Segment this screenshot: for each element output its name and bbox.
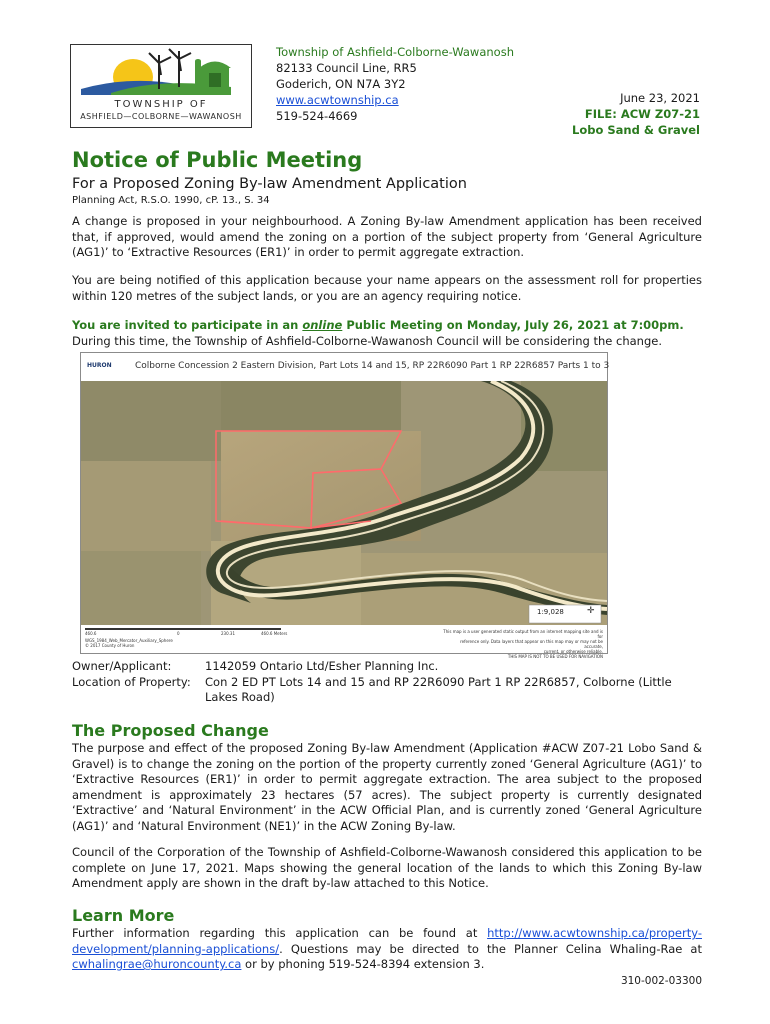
- owner-value: 1142059 Ontario Ltd/Esher Planning Inc.: [205, 659, 439, 673]
- proposed-change-heading: The Proposed Change: [72, 721, 269, 740]
- planning-applications-link[interactable]: http://www.acwtownship.ca/property-development/planning-applications/: [72, 926, 702, 956]
- invite-text-c: During this time, the Township of Ashfield-Colborne-Wawanosh Council will be considering the change.: [72, 333, 662, 348]
- map-copyright: © 2017 County of Huron: [85, 643, 135, 648]
- file-number: FILE: ACW Z07-21: [584, 107, 700, 121]
- scale-tick-1: 460.6: [85, 631, 97, 636]
- map-scale: 1:9,028: [537, 608, 564, 616]
- map-footer-left: [85, 638, 173, 648]
- learn-more-heading: Learn More: [72, 906, 175, 925]
- phone-number: 519-524-4669: [276, 109, 358, 123]
- map-disclaimer-3: current, or otherwise reliable.: [543, 649, 603, 654]
- property-map: [80, 352, 610, 659]
- invite-text-a: You are invited to participate in an: [72, 318, 303, 332]
- map-disclaimer-2: reference only. Data layers that appear on this map may or may not be accurate,: [460, 639, 603, 649]
- owner-info: [72, 659, 672, 706]
- owner-label: Owner/Applicant:: [72, 659, 172, 673]
- invite-online: online: [302, 318, 343, 332]
- logo-line-2: ASHFIELD—COLBORNE—WAWANOSH: [80, 112, 242, 121]
- planner-email-link[interactable]: cwhalingrae@huroncounty.ca: [72, 957, 242, 971]
- proposed-change-paragraph-1: The purpose and effect of the proposed Zoning By-law Amendment (Application #ACW Z07-21 Lobo Sand & Gravel) is to change the zoning on the portion of the property currently zoned ‘General Agriculture (AG1)’ to ‘Extractive Resources (ER1)’ in order to permit aggregate extraction. The area subject to the proposed amendment is approximately 23 hectares (57 acres). The subject property is currently designated ‘Extractive’ and ‘Natural Environment’ in the ACW Official Plan, and is currently zoned ‘General Agriculture (AG1)’ and ‘Natural Environment (NE1)’ in the ACW Zoning By-law.: [72, 741, 702, 833]
- map-brand: HURON: [87, 362, 112, 369]
- intro-paragraph-1: A change is proposed in your neighbourhood. A Zoning By-law Amendment application has been received that, if approved, would amend the zoning on a portion of the subject property from ‘General Agriculture (AG1)’ to ‘Extractive Resources (ER1)’ in order to permit aggregate extraction.: [72, 214, 702, 259]
- location-value: Con 2 ED PT Lots 14 and 15 and RP 22R6090 Part 1 RP 22R6857, Colborne (Little: [205, 674, 672, 689]
- township-logo: [70, 44, 252, 128]
- meeting-invitation: [72, 318, 702, 349]
- logo-line-1: TOWNSHIP OF: [114, 99, 208, 110]
- page-title: Notice of Public Meeting: [72, 148, 363, 172]
- map-disclaimer-1: This map is a user generated static output from an internet mapping site and is for: [443, 629, 603, 639]
- proposed-change-paragraph-2: Council of the Corporation of the Township of Ashfield-Colborne-Wawanosh considered this application to be complete on June 17, 2021. Maps showing the general location of the lands to which this Zoning By-law Amendment apply are shown in the draft by-law attached to this Notice.: [72, 845, 702, 890]
- planning-act-reference: Planning Act, R.S.O. 1990, cP. 13., S. 34: [72, 195, 270, 206]
- map-title: Colborne Concession 2 Eastern Division, Part Lots 14 and 15, RP 22R6090 Part 1 RP 22R6857 Parts 1 to 3: [135, 361, 610, 371]
- north-arrow-icon: ✛: [587, 606, 595, 616]
- map-disclaimer-4: THIS MAP IS NOT TO BE USED FOR NAVIGATION: [507, 654, 603, 659]
- notice-date: June 23, 2021: [620, 91, 700, 105]
- learn-text-c: or by phoning 519-524-8394 extension 3.: [241, 957, 485, 971]
- intro-paragraph-2: You are being notified of this application because your name appears on the assessment roll for properties within 120 metres of the subject lands, or you are an agency requiring notice.: [72, 273, 702, 303]
- township-address: [276, 44, 514, 124]
- city-address: Goderich, ON N7A 3Y2: [276, 77, 406, 91]
- page-subtitle: For a Proposed Zoning By-law Amendment Application: [72, 176, 467, 192]
- location-value-2: Lakes Road): [205, 690, 275, 704]
- map-graphic: [81, 353, 610, 653]
- file-info: [540, 90, 700, 138]
- website-link[interactable]: www.acwtownship.ca: [276, 93, 399, 107]
- invite-text-b: Public Meeting on Monday, July 26, 2021 at 7:00pm.: [342, 318, 684, 332]
- scale-tick-3: 230.31: [221, 631, 235, 636]
- learn-more-paragraph: [72, 926, 702, 973]
- learn-text-b: . Questions may be directed to the Planner Celina Whaling-Rae at: [279, 941, 702, 956]
- scale-tick-4: 460.6 Meters: [261, 631, 288, 636]
- scale-tick-2: 0: [177, 631, 180, 636]
- document-code: 310-002-03300: [620, 975, 702, 987]
- map-footer-right: [443, 629, 603, 659]
- location-label: Location of Property:: [72, 674, 191, 689]
- logo-graphic: [71, 45, 251, 97]
- org-name: Township of Ashfield-Colborne-Wawanosh: [276, 45, 514, 59]
- map-projection: WGS_1984_Web_Mercator_Auxiliary_Sphere: [85, 638, 173, 643]
- street-address: 82133 Council Line, RR5: [276, 61, 417, 75]
- file-name: Lobo Sand & Gravel: [572, 123, 700, 137]
- learn-text-a: Further information regarding this application can be found at: [72, 926, 488, 940]
